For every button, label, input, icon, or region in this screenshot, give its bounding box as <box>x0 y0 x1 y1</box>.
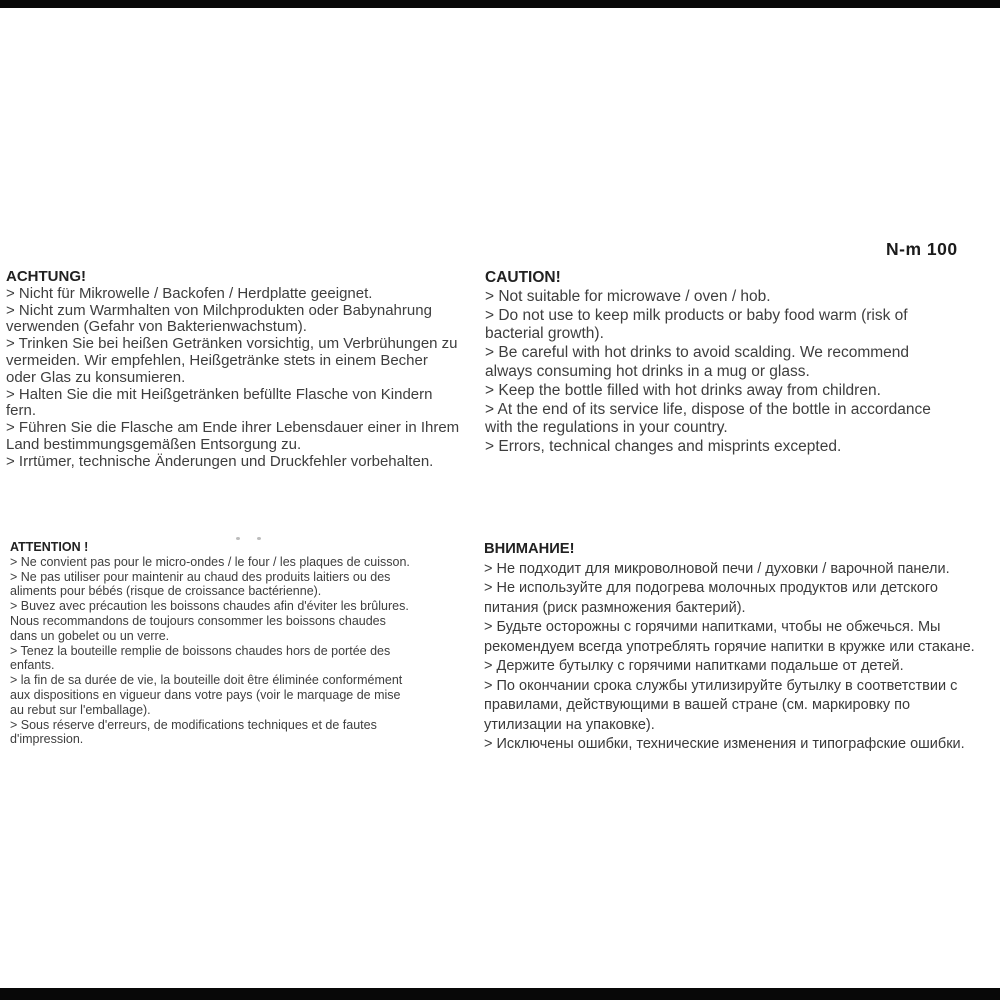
german-warning-heading: ACHTUNG! <box>6 268 86 285</box>
top-letterbox-bar <box>0 0 1000 8</box>
warnings-block-french <box>10 540 468 747</box>
french-warning-lines: > Ne convient pas pour le micro-ondes / le four / les plaques de cuisson. > Ne pas utiliser pour maintenir au chaud des produits laitiers ou des aliments pour bébés (risque de croissance bactérienne). > Buvez avec précaution les boissons chaudes afin d'éviter les brûlures. Nous recommandons de toujours consommer les boissons chaudes dans un gobelet ou un verre. > Tenez la bouteille remplie de boissons chaudes hors de portée des enfants. > la fin de sa durée de vie, la bouteille doit être éliminée conformément aux dispositions en vigueur dans votre pays (voir le marquage de mise au rebut sur l'emballage). > Sous réserve d'erreurs, de modifications techniques et de fautes d'impression. <box>10 554 410 747</box>
german-warning-lines: > Nicht für Mikrowelle / Backofen / Herdplatte geeignet. > Nicht zum Warmhalten von Milchprodukten oder Babynahrung verwenden (Gefahr von Bakterienwachstum). > Trinken Sie bei heißen Getränken vorsichtig, um Verbrühungen zu vermeiden. Wir empfehlen, Heißgetränke stets in einem Becher oder Glas zu konsumieren. > Halten Sie die mit Heißgetränken befüllte Flasche von Kindern fern. > Führen Sie die Flasche am Ende ihrer Lebensdauer einer in Ihrem Land bestimmungsgemäßen Entsorgung zu. > Irrtümer, technische Änderungen und Druckfehler vorbehalten. <box>6 284 460 470</box>
russian-warning-lines: > Не подходит для микроволновой печи / духовки / варочной панели. > Не используйте для подогрева молочных продуктов или детского питания (риск размножения бактерий). > Будьте осторожны с горячими напитками, чтобы не обжечься. Мы рекомендуем всегда употреблять горячие напитки в кружке или стакане. > Держите бутылку с горячими напитками подальше от детей. > По окончании срока службы утилизируйте бутылку в соответствии с правилами, действующими в вашей стране (см. маркировку по утилизации на упаковке). > Исключены ошибки, технические изменения и типографские ошибки. <box>484 560 975 752</box>
warnings-block-german <box>6 269 482 471</box>
scan-artifact-dot <box>236 537 240 540</box>
warnings-block-russian <box>484 540 996 755</box>
french-warning-heading: ATTENTION ! <box>10 540 89 554</box>
model-code: N-m 100 <box>886 239 958 259</box>
scan-artifact-dot <box>257 537 261 540</box>
bottom-letterbox-bar <box>0 988 1000 1000</box>
english-warning-heading: CAUTION! <box>485 269 561 286</box>
english-warning-lines: > Not suitable for microwave / oven / hob. > Do not use to keep milk products or baby food warm (risk of bacterial growth). > Be careful with hot drinks to avoid scalding. We recommend always consuming hot drinks in a mug or glass. > Keep the bottle filled with hot drinks away from children. > At the end of its service life, dispose of the bottle in accordance with the regulations in your country. > Errors, technical changes and misprints excepted. <box>485 287 931 456</box>
warnings-block-english <box>485 269 990 457</box>
russian-warning-heading: ВНИМАНИЕ! <box>484 541 575 557</box>
